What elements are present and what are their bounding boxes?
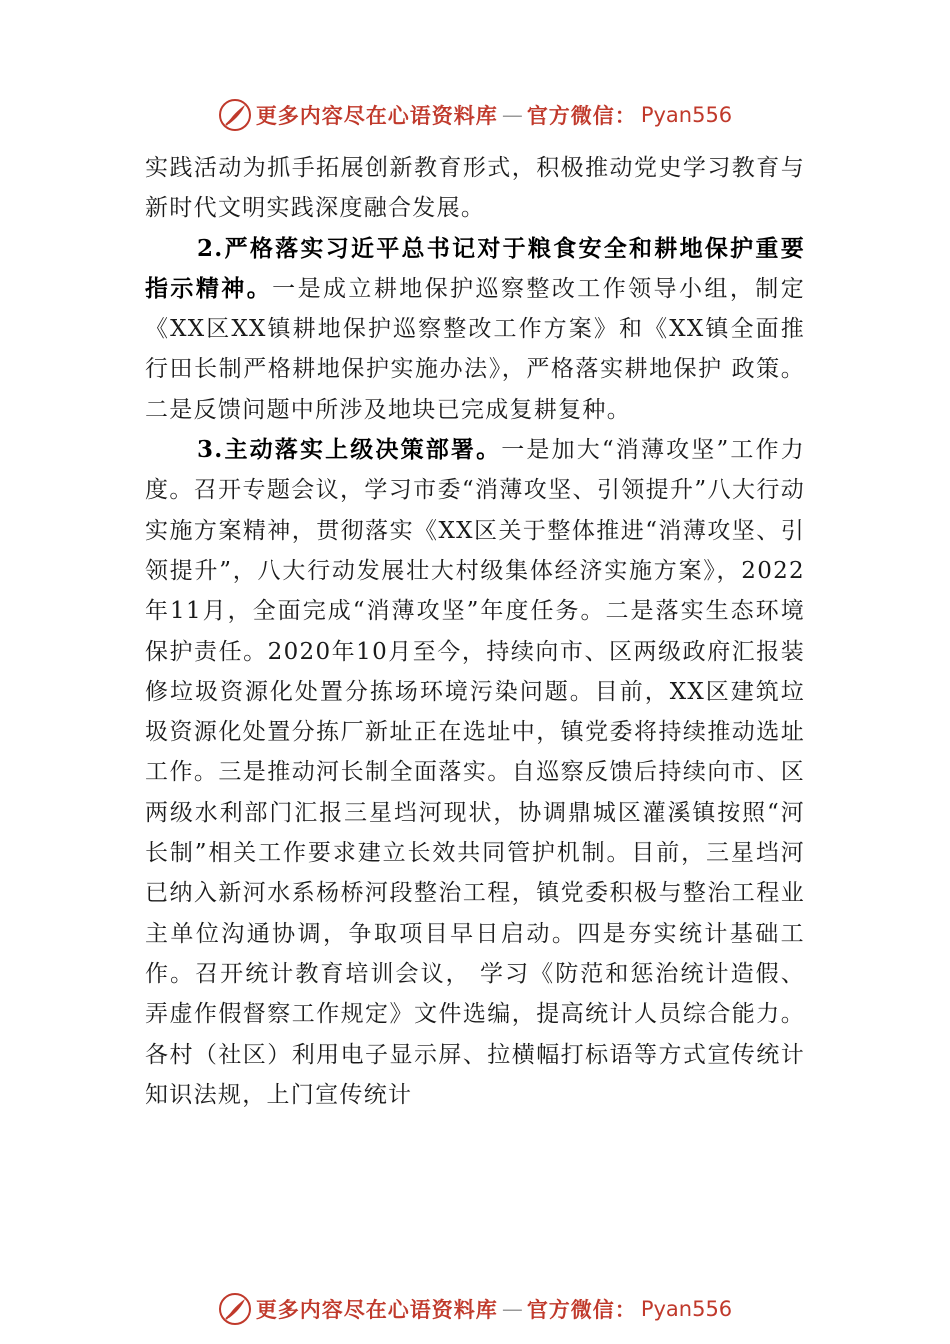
document-body	[145, 148, 805, 1115]
paragraph-heading: 3.主动落实上级决策部署。	[197, 436, 502, 464]
paragraph-heading: 2.严格落实习近平总书记对于粮食安全和耕地保护重要指示精神。	[145, 234, 805, 302]
watermark-label: 官方微信：	[526, 1298, 637, 1322]
quill-logo-icon	[218, 98, 252, 132]
watermark-account: Pyan556	[640, 103, 733, 127]
paragraph-item-3	[145, 430, 805, 1115]
paragraph-continuation	[145, 148, 805, 229]
watermark-account: Pyan556	[640, 1297, 733, 1321]
paragraph-text: 一是加大“消薄攻坚”工作力度。召开专题会议，学习市委“消薄攻坚、引领提升”八大行动实施方案精神，贯彻落实《XX区关于整体推进“消薄攻坚、引领提升”，八大行动发展壮大村级集体经济实施方案》，2022年11月，全面完成“消薄攻坚”年度任务。二是落实生态环境保护责任。2020年10月至今，持续向市、区两级政府汇报装修垃圾资源化处置分拣场环境污染问题。目前，XX区建筑垃圾资源化处置分拣厂新址正在选址中，镇党委将持续推动选址工作。三是推动河长制全面落实。自巡察反馈后持续向市、区两级水利部门汇报三星垱河现状，协调鼎城区灌溪镇按照“河长制”相关工作要求建立长效共同管护机制。目前，三星垱河已纳入新河水系杨桥河段整治工程，镇党委积极与整治工程业主单位沟通协调，争取项目早日启动。四是夯实统计基础工作。召开统计教育培训会议， 学习《防范和惩治统计造假、弄虚作假督察工作规定》文件选编，提高统计人员综合能力。各村（社区）利用电子显示屏、拉横幅打标语等方式宣传统计知识法规，上门宣传统计	[145, 437, 805, 1108]
quill-logo-icon	[218, 1292, 252, 1326]
watermark-separator: —	[501, 1297, 523, 1321]
header-watermark	[0, 95, 950, 135]
watermark-separator: —	[501, 103, 523, 127]
paragraph-item-2	[145, 229, 805, 430]
footer-watermark	[0, 1289, 950, 1329]
paragraph-text: 实践活动为抓手拓展创新教育形式，积极推动党史学习教育与新时代文明实践深度融合发展。	[145, 155, 805, 222]
watermark-main-text: 更多内容尽在心语资料库	[255, 1298, 498, 1322]
watermark-label: 官方微信：	[526, 104, 637, 128]
watermark-main-text: 更多内容尽在心语资料库	[255, 104, 498, 128]
paragraph-text: 一是成立耕地保护巡察整改工作领导小组，制定《XX区XX镇耕地保护巡察整改工作方案》和《XX镇全面推行田长制严格耕地保护实施办法》，严格落实耕地保护 政策。二是反馈问题中所涉及地块已完成复耕复种。	[145, 275, 805, 423]
